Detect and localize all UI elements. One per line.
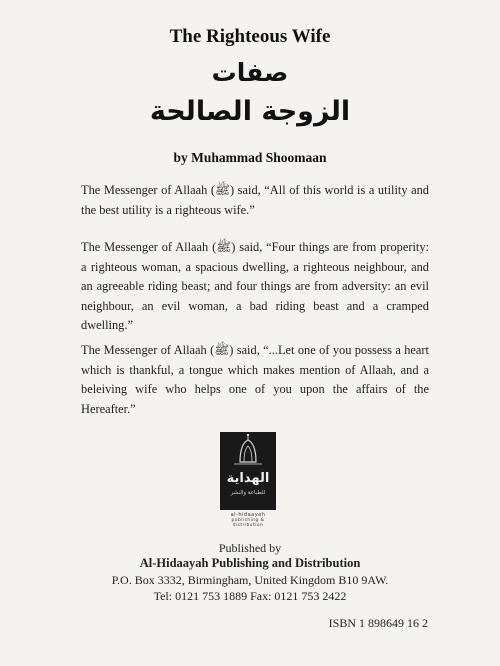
isbn-number: ISBN 1 898649 16 2 (328, 616, 428, 630)
logo-arabic-sub: للطباعة والنشر (230, 490, 266, 496)
book-title: The Righteous Wife (169, 26, 331, 47)
logo-caption-line-1: al-hidaayah (230, 512, 266, 518)
logo-arabic-text: الهداية (226, 471, 270, 486)
publisher-logo (220, 432, 276, 528)
hadith-paragraph-3: The Messenger of Allaah (ﷺ) said, “...Let one of you possess a heart which is thankful, a tongue which makes mention of Allaah, and a beleiving wife who helps one of you upon the affairs of the Hereafter.” (81, 343, 430, 416)
logo-caption-line-2: publishing & distribution (231, 518, 265, 528)
hadith-paragraph-1: The Messenger of Allaah (ﷺ) said, “All of this world is a utility and the best utility is a righteous wife.” (81, 183, 429, 217)
arabic-title-line-1: صفات (211, 58, 289, 87)
publisher-address: P.O. Box 3332, Birmingham, United Kingdom B10 9AW. (111, 573, 389, 587)
author-line: by Muhammad Shoomaan (173, 150, 327, 165)
al-hidaayah-logo-icon (220, 432, 276, 510)
arabic-title-line-2: الزوجة الصالحة (149, 96, 351, 127)
publisher-name: Al-Hidaayah Publishing and Distribution (139, 556, 361, 570)
publisher-contact: Tel: 0121 753 1889 Fax: 0121 753 2422 (153, 589, 347, 603)
published-by-label: Published by (218, 541, 282, 555)
logo-graphic (220, 432, 276, 510)
hadith-paragraph-2: The Messenger of Allaah (ﷺ) said, “Four things are from properity: a righteous woman, a spacious dwelling, a righteous neighbour, and an agreeable riding beast; and four things are from adversity: an evil neighbour, an evil woman, a bad riding beast and a cramped dwelling.” (81, 240, 429, 332)
